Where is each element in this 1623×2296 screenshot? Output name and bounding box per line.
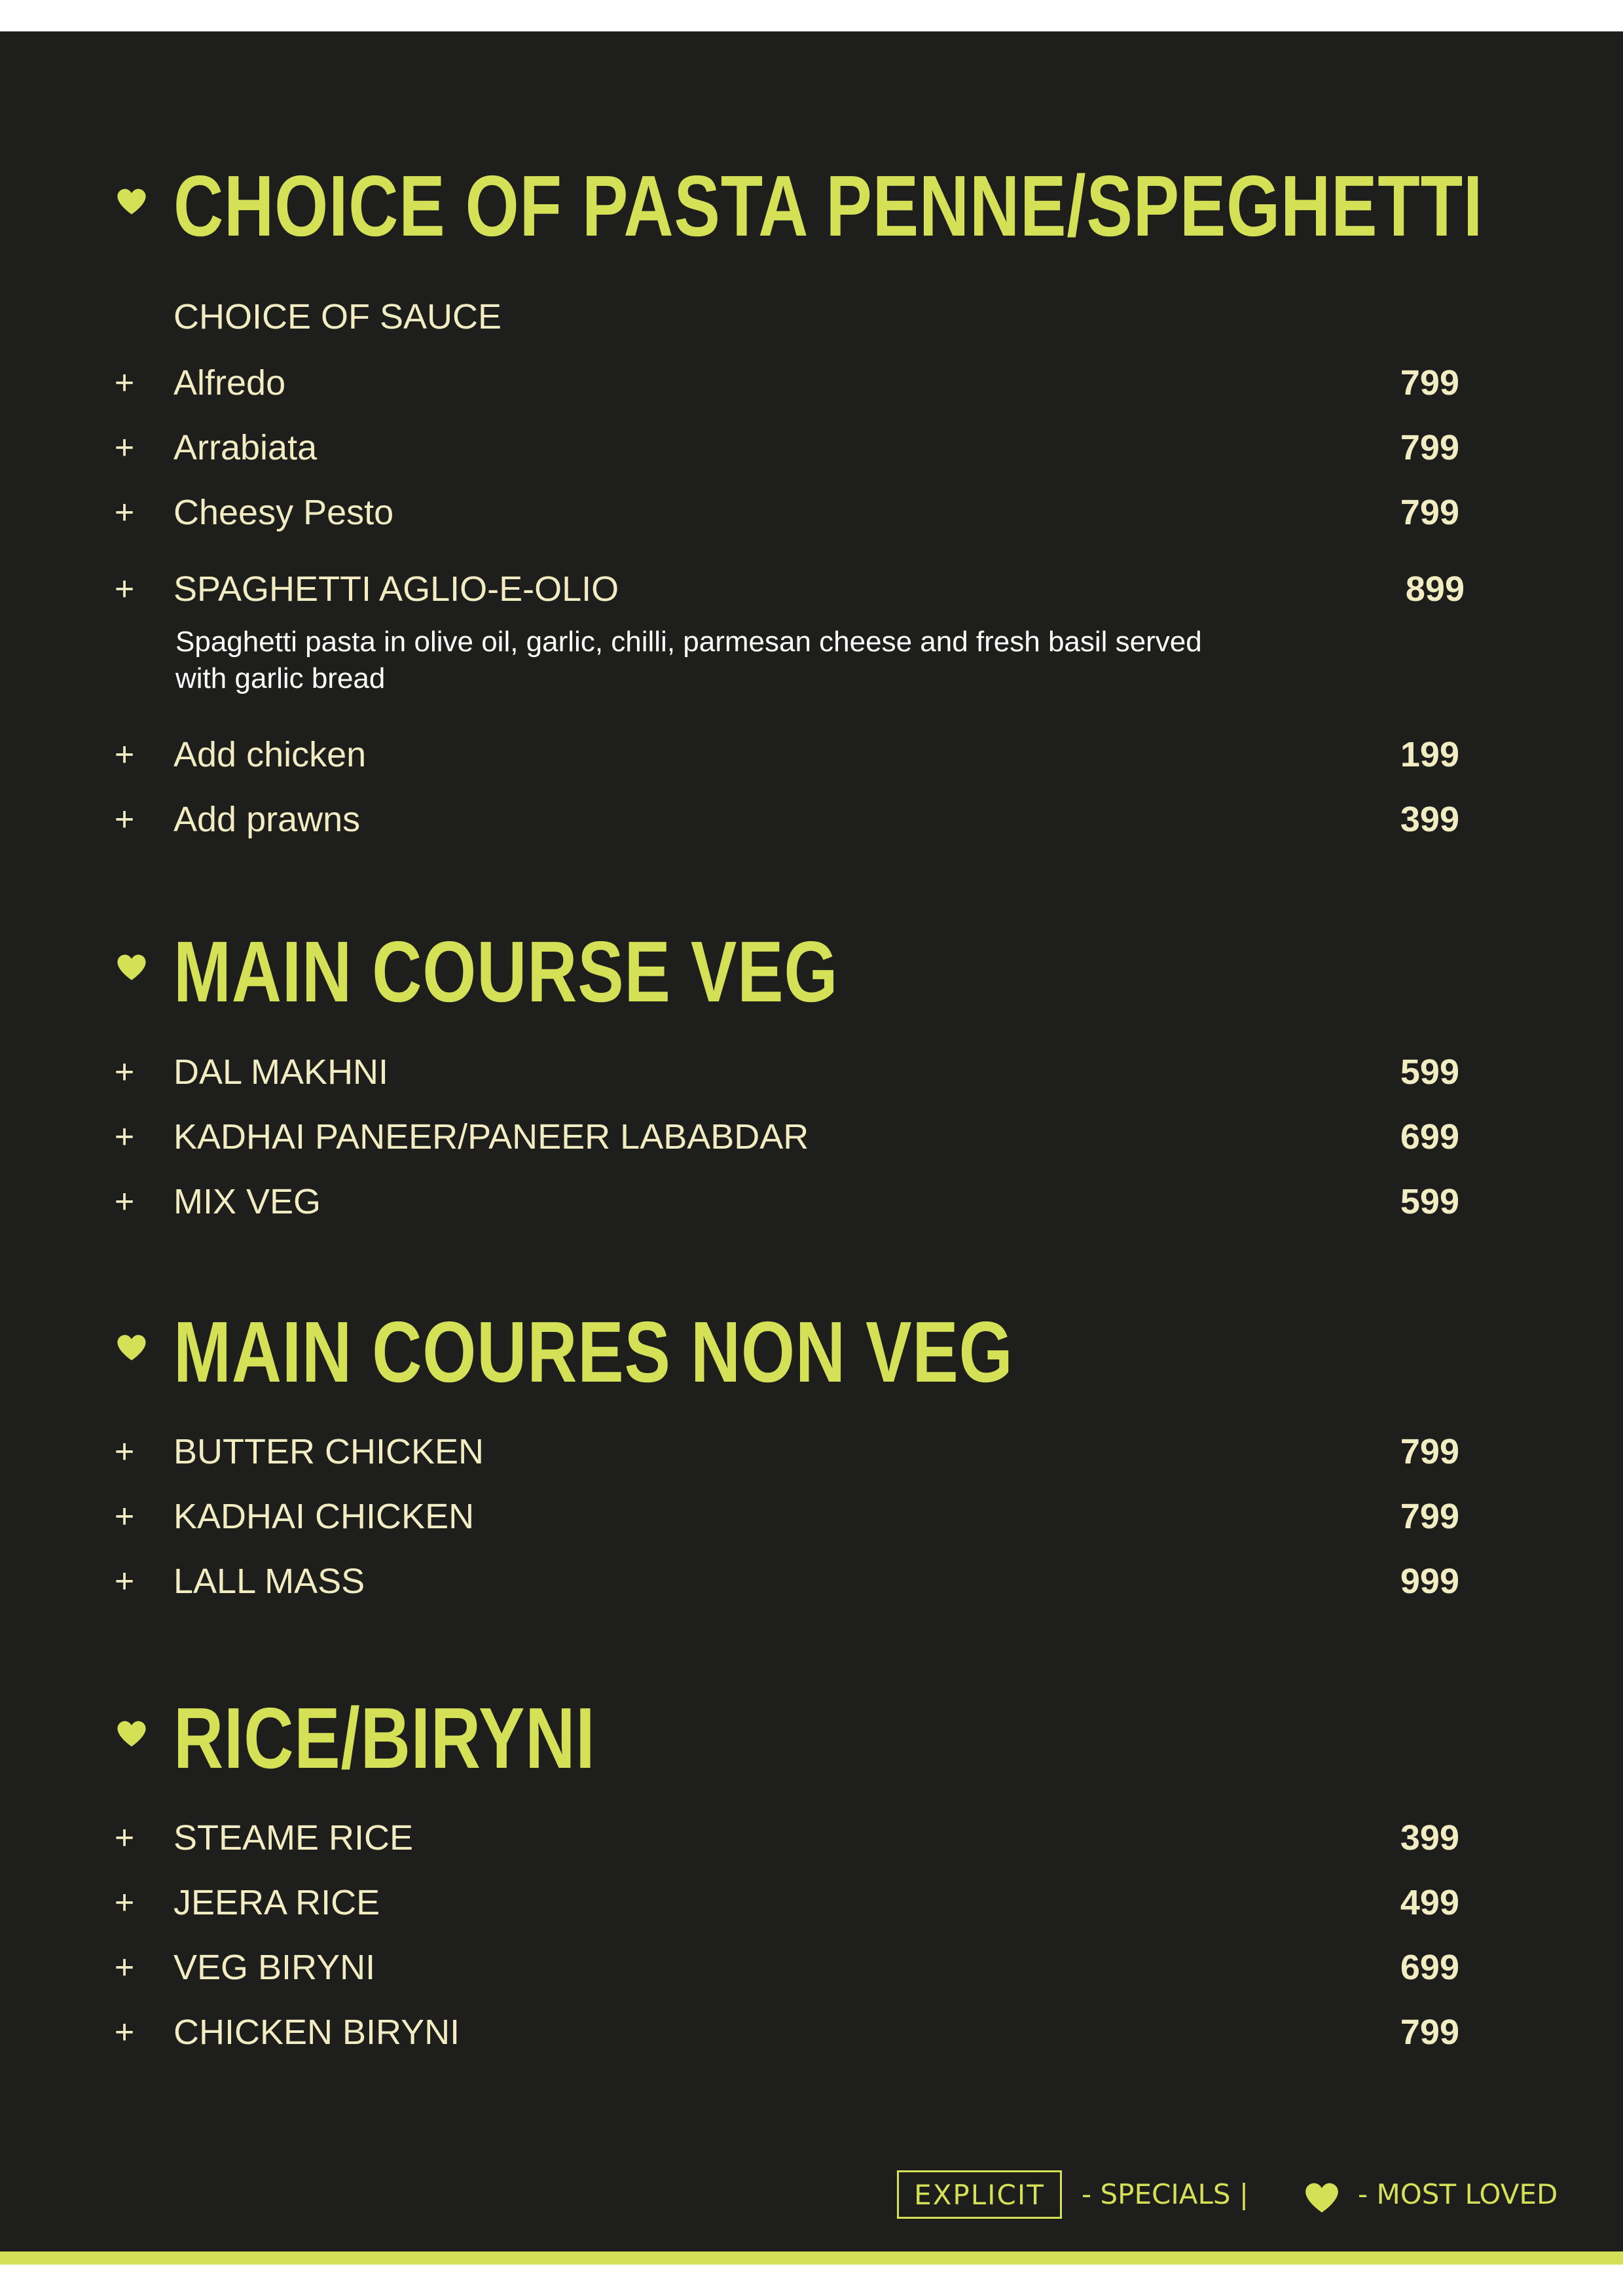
menu-item [0,422,1623,474]
menu-item [0,1426,1623,1478]
plus-icon: + [114,429,135,467]
item-name: KADHAI CHICKEN [173,1497,475,1536]
plus-icon: + [114,1118,135,1156]
item-name: STEAME RICE [173,1818,414,1857]
item-price: 799 [1400,1497,1459,1536]
item-name: KADHAI PANEER/PANEER LABABDAR [173,1117,809,1157]
item-name: Add prawns [173,800,361,839]
item-price: 799 [1400,2013,1459,2052]
item-price: 799 [1400,363,1459,403]
heart-icon [117,954,147,981]
menu-item [0,1941,1623,1994]
section-title: RICE/BIRYNI [173,1690,596,1786]
menu-item [0,1175,1623,1228]
plus-icon: + [114,2013,135,2051]
item-name: Add chicken [173,735,367,774]
menu-item [0,1876,1623,1929]
menu-item [0,728,1623,781]
item-price: 899 [1405,569,1465,609]
item-price: 399 [1400,1818,1459,1857]
item-name: VEG BIRYNI [173,1948,376,1987]
item-price: 399 [1400,800,1459,839]
plus-icon: + [114,1053,135,1091]
item-description: Spaghetti pasta in olive oil, garlic, chilli, parmesan cheese and fresh basil served with garlic bread [175,626,1202,694]
item-name: Cheesy Pesto [173,493,394,532]
item-name: BUTTER CHICKEN [173,1432,484,1471]
item-name: SPAGHETTI AGLIO-E-OLIO [173,569,619,609]
item-price: 599 [1400,1052,1459,1092]
menu-item [0,486,1623,539]
plus-icon: + [114,1948,135,1986]
item-name: CHICKEN BIRYNI [173,2013,460,2052]
item-name: LALL MASS [173,1562,365,1601]
heart-icon [1304,2182,1340,2214]
specials-legend-text: - SPECIALS | [1082,2178,1249,2210]
item-name: JEERA RICE [173,1883,380,1922]
heart-icon [117,1720,147,1748]
page-bottom-margin [0,2265,1623,2296]
item-name: MIX VEG [173,1182,321,1221]
item-price: 799 [1400,493,1459,532]
plus-icon: + [114,1183,135,1221]
plus-icon: + [114,493,135,531]
plus-icon: + [114,800,135,838]
item-price: 699 [1400,1117,1459,1157]
plus-icon: + [114,1884,135,1922]
item-price: 799 [1400,1432,1459,1471]
item-price: 599 [1400,1182,1459,1221]
section-subheading: CHOICE OF SAUCE [173,297,502,336]
heart-icon [117,1334,147,1361]
section-title: CHOICE OF PASTA PENNE/SPEGHETTI [173,158,1484,254]
menu-item [0,1111,1623,1163]
section-title: MAIN COURES NON VEG [173,1304,1013,1400]
menu-item [0,1812,1623,1864]
explicit-badge: EXPLICIT [897,2170,1062,2219]
item-price: 699 [1400,1948,1459,1987]
menu-item [0,1490,1623,1543]
item-name: DAL MAKHNI [173,1052,389,1092]
menu-item [0,2006,1623,2058]
menu-item [0,793,1623,846]
menu-item [0,357,1623,409]
plus-icon: + [114,364,135,402]
plus-icon: + [114,570,135,608]
item-name: Alfredo [173,363,286,403]
plus-icon: + [114,736,135,774]
item-price: 799 [1400,428,1459,467]
menu-item [0,1555,1623,1607]
plus-icon: + [114,1498,135,1535]
most-loved-legend-text: - MOST LOVED [1358,2178,1558,2210]
plus-icon: + [114,1819,135,1857]
bottom-accent-bar [0,2251,1623,2265]
plus-icon: + [114,1562,135,1600]
plus-icon: + [114,1433,135,1471]
item-price: 999 [1400,1562,1459,1601]
item-price: 199 [1400,735,1459,774]
section-title: MAIN COURSE VEG [173,924,839,1020]
menu-item [0,563,1623,615]
heart-icon [117,188,147,215]
item-price: 499 [1400,1883,1459,1922]
item-name: Arrabiata [173,428,318,467]
menu-item [0,1046,1623,1098]
